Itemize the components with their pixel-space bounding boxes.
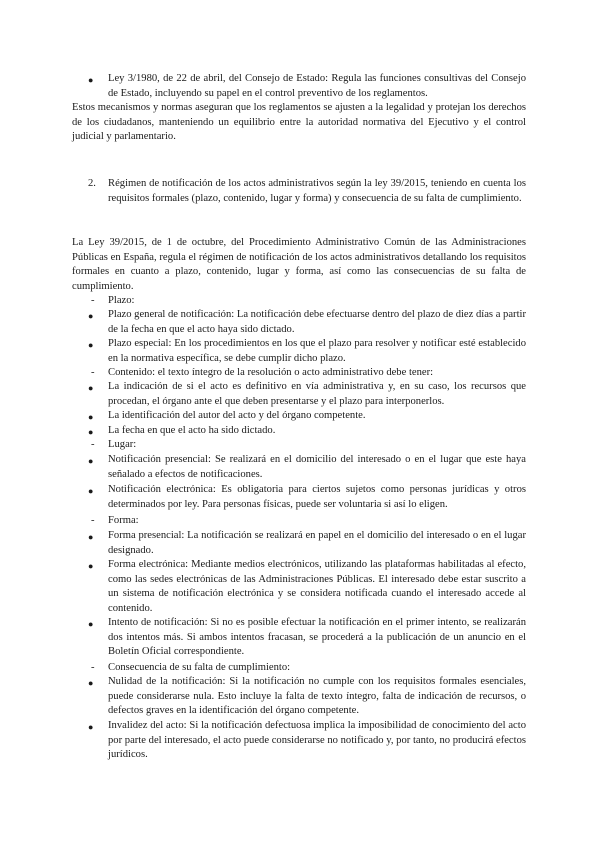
list-item: La identificación del autor del acto y del órgano competente. <box>108 410 366 421</box>
list-item: La indicación de si el acto es definitivo en vía administrativa y, en su caso, los recursos que procedan, el órgano ante el que deben presentarse y el plazo para interponerlos. <box>108 381 526 407</box>
dash-marker: - <box>91 295 95 306</box>
bullet-icon: ● <box>88 311 94 321</box>
bullet-icon: ● <box>88 427 94 437</box>
list-item: Plazo general de notificación: La notificación debe efectuarse dentro del plazo de diez días a partir de la fecha en que el acto haya sido dictado. <box>108 309 526 335</box>
list-item: Forma presencial: La notificación se realizará en papel en el domicilio del interesado o en el lugar designado. <box>108 530 526 556</box>
list-item: Forma electrónica: Mediante medios electrónicos, utilizando las plataformas habilitadas al efecto, como las sedes electrónicas de las Administraciones Públicas. El interesado debe estar suscrito a un sistema de notificación electrónica y se considera notificada cuando el interesado accede al contenido. <box>108 559 526 614</box>
section-heading-forma: Forma: <box>108 515 139 526</box>
bullet-icon: ● <box>88 561 94 571</box>
dash-marker: - <box>91 662 95 673</box>
section-heading-plazo: Plazo: <box>108 295 135 306</box>
bullet-icon: ● <box>88 75 94 85</box>
bullet-icon: ● <box>88 486 94 496</box>
bullet-icon: ● <box>88 340 94 350</box>
bullet-icon: ● <box>88 412 94 422</box>
dash-marker: - <box>91 439 95 450</box>
list-item: Notificación electrónica: Es obligatoria para ciertos sujetos como personas jurídicas y otros determinados por ley. Para personas físicas, puede ser voluntaria si así lo eligen. <box>108 484 526 510</box>
summary-paragraph: Estos mecanismos y normas aseguran que los reglamentos se ajusten a la legalidad y protejan los derechos de los ciudadanos, manteniendo un equilibrio entre la autoridad normativa del Ejecutivo y el control judicial y parlamentario. <box>72 102 526 142</box>
bullet-icon: ● <box>88 619 94 629</box>
bullet-icon: ● <box>88 456 94 466</box>
bullet-icon: ● <box>88 722 94 732</box>
section-heading-consecuencia: Consecuencia de su falta de cumplimiento: <box>108 662 291 673</box>
dash-marker: - <box>91 515 95 526</box>
list-item: Notificación presencial: Se realizará en el domicilio del interesado o en el lugar que este haya señalado a efectos de notificaciones. <box>108 454 526 480</box>
answer-intro-paragraph: La Ley 39/2015, de 1 de octubre, del Procedimiento Administrativo Común de las Administraciones Públicas en España, regula el régimen de notificación de los actos administrativos detallando los requisitos formales en cuanto a plazo, contenido, lugar y forma, así como las consecuencias de su falta de cumplimiento. <box>72 237 526 292</box>
question-text: Régimen de notificación de los actos administrativos según la ley 39/2015, teniendo en cuenta los requisitos formales (plazo, contenido, lugar y forma) y consecuencia de su falta de cumplimiento. <box>108 178 526 204</box>
intro-bullet-text: Ley 3/1980, de 22 de abril, del Consejo de Estado: Regula las funciones consultivas del Consejo de Estado, incluyendo su papel en el control preventivo de los reglamentos. <box>108 73 526 99</box>
list-item: La fecha en que el acto ha sido dictado. <box>108 425 276 436</box>
list-item: Invalidez del acto: Si la notificación defectuosa implica la imposibilidad de conocimiento del acto por parte del interesado, el acto puede considerarse no notificado y, por tanto, no producirá efectos jurídicos. <box>108 720 526 760</box>
list-item: Nulidad de la notificación: Si la notificación no cumple con los requisitos formales esenciales, puede considerarse nula. Esto incluye la falta de texto íntegro, falta de indicación de recursos, o defectos graves en la identificación del órgano competente. <box>108 676 526 716</box>
list-item: Intento de notificación: Si no es posible efectuar la notificación en el primer intento, se realizarán dos intentos más. Si ambos intentos fracasan, se procederá a la publicación de un anuncio en el Boletín Oficial correspondiente. <box>108 617 526 657</box>
question-number: 2. <box>88 178 96 189</box>
bullet-icon: ● <box>88 383 94 393</box>
dash-marker: - <box>91 367 95 378</box>
bullet-icon: ● <box>88 678 94 688</box>
section-heading-lugar: Lugar: <box>108 439 137 450</box>
list-item: Plazo especial: En los procedimientos en los que el plazo para resolver y notificar esté establecido en la normativa específica, se debe cumplir dicho plazo. <box>108 338 526 364</box>
bullet-icon: ● <box>88 532 94 542</box>
section-heading-contenido: Contenido: el texto íntegro de la resolución o acto administrativo debe tener: <box>108 367 434 378</box>
